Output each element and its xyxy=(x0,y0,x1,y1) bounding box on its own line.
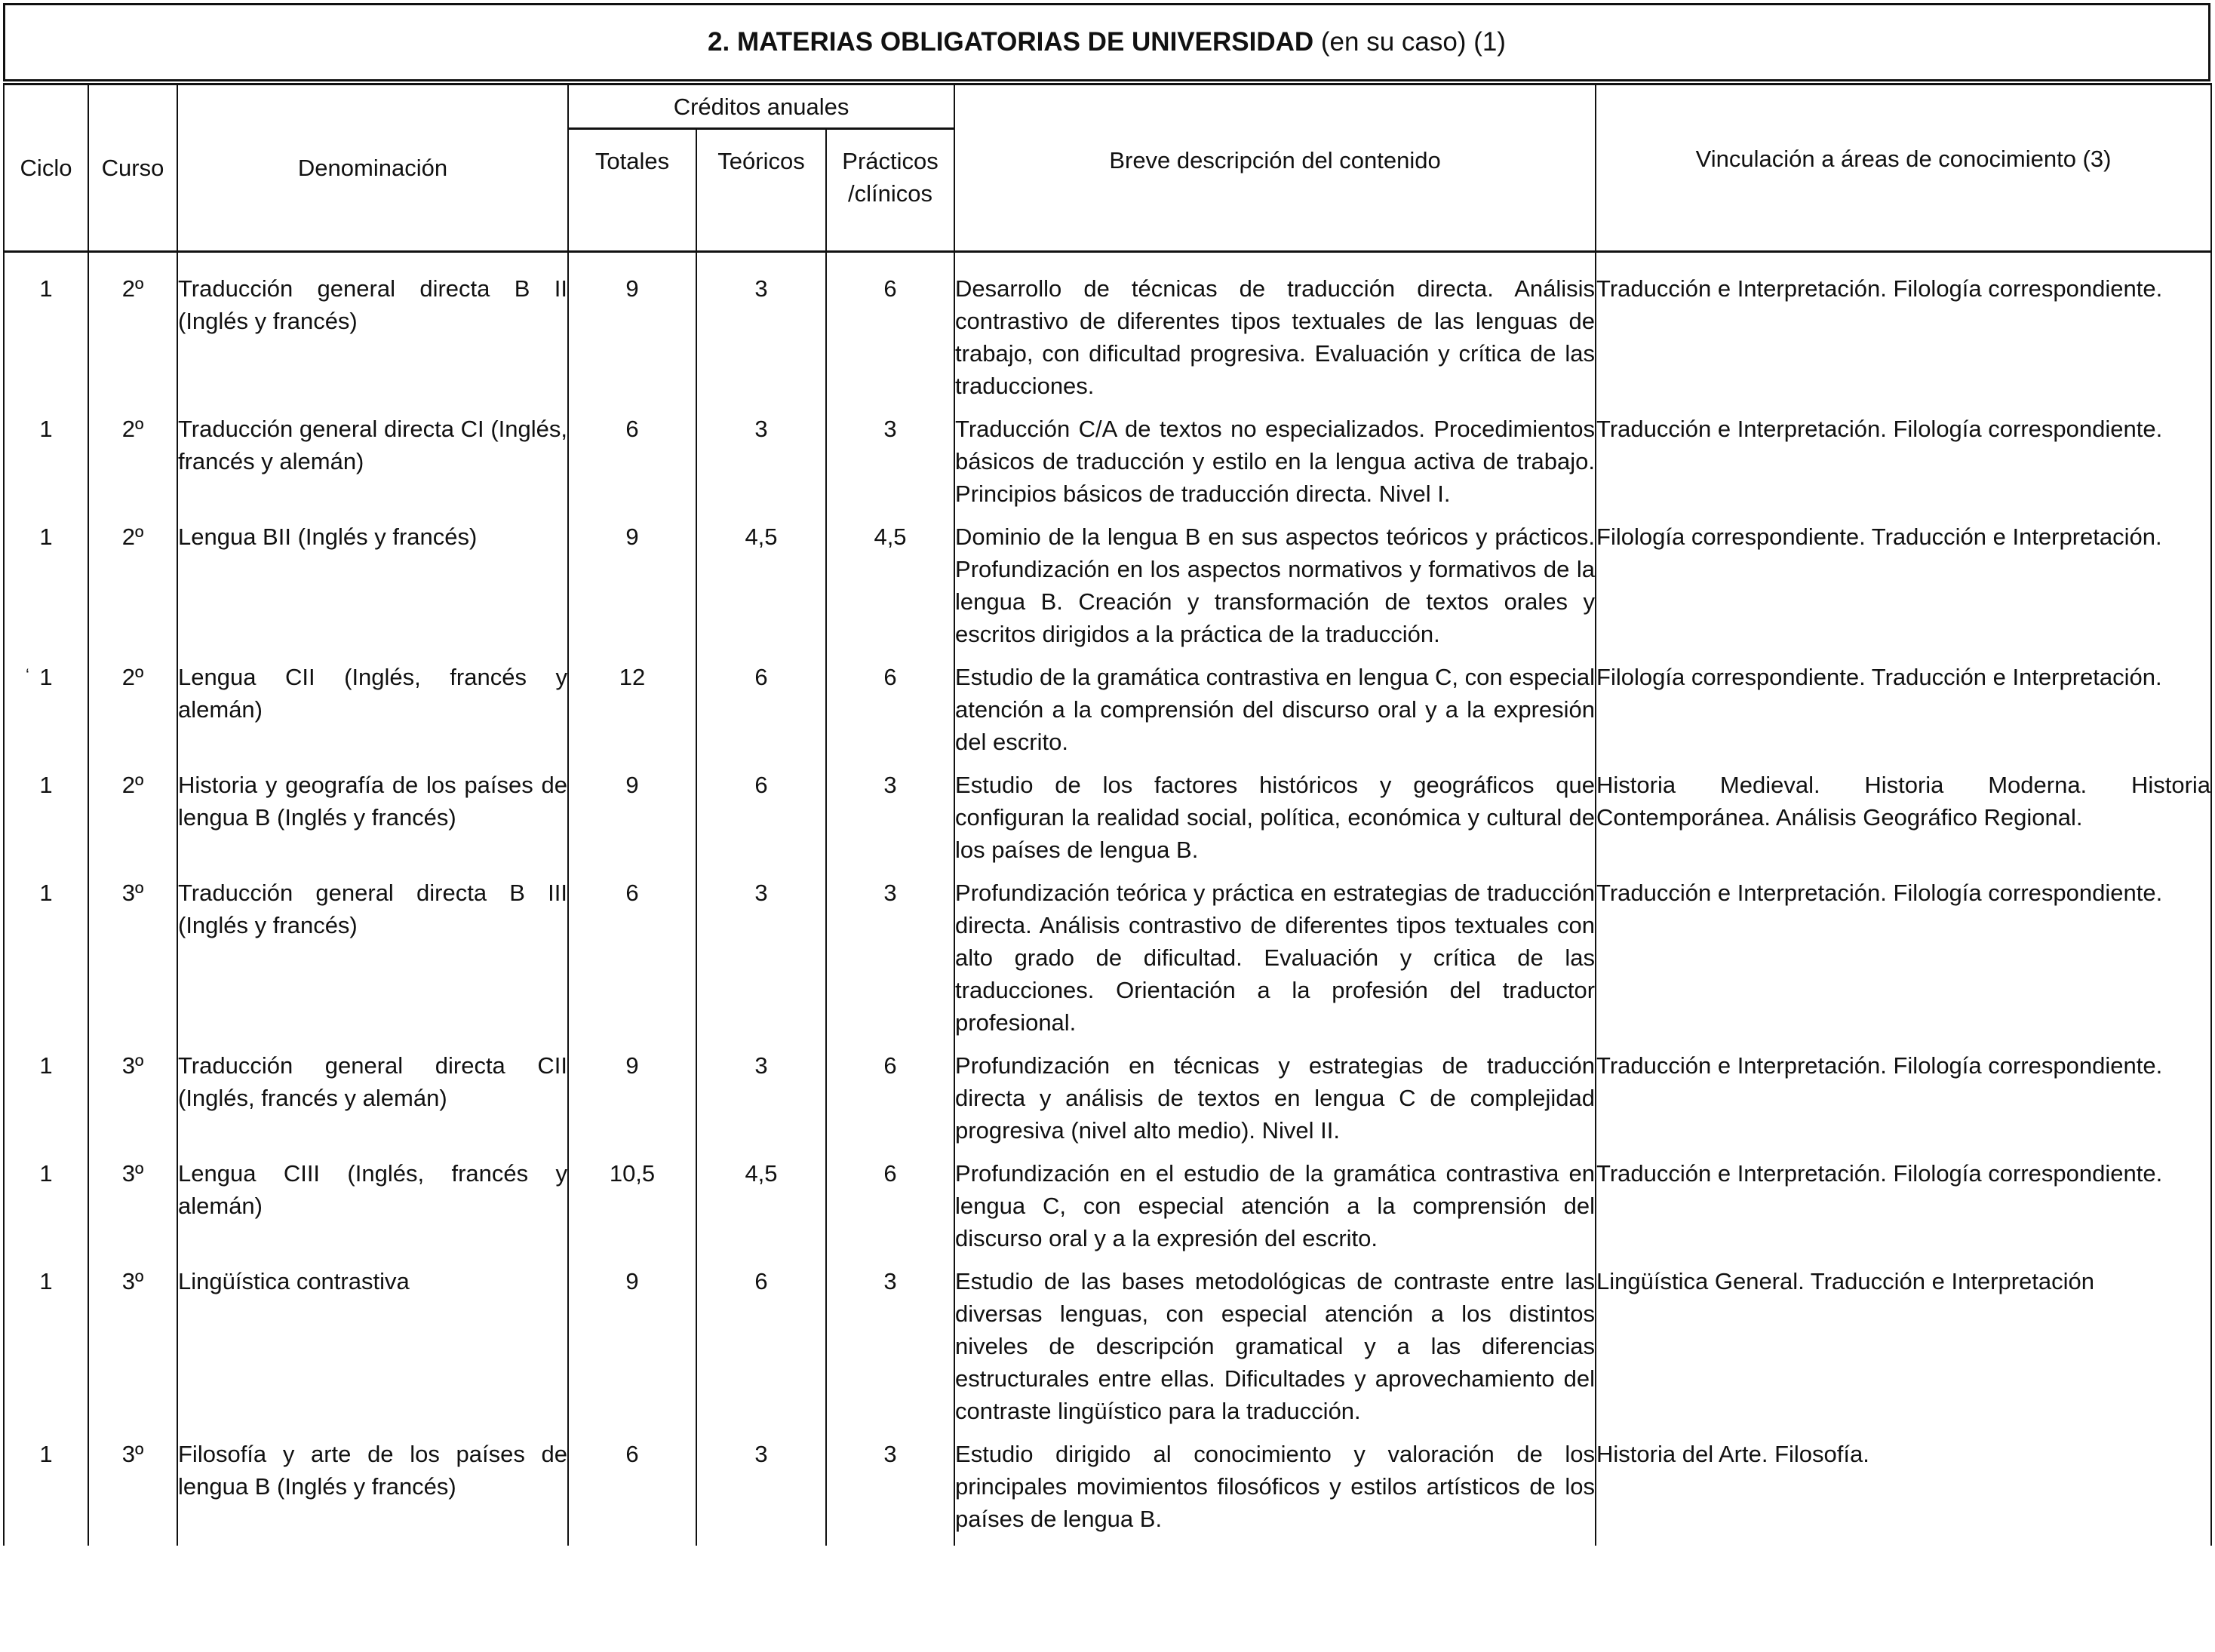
cell-denominacion: Traducción general directa CII (Inglés, francés y alemán) xyxy=(177,1049,568,1157)
cell-denominacion: Lengua CIII (Inglés, francés y alemán) xyxy=(177,1157,568,1265)
header-practicos-line1: Prácticos xyxy=(842,148,939,174)
cell-denominacion: Historia y geografía de los países de lengua B (Inglés y francés) xyxy=(177,769,568,877)
cell-teoricos: 3 xyxy=(696,877,826,1049)
cell-practicos: 6 xyxy=(826,252,954,413)
cell-totales: 9 xyxy=(568,769,696,877)
cell-denominacion: Filosofía y arte de los países de lengua B (Inglés y francés) xyxy=(177,1438,568,1546)
cell-ciclo: 1 xyxy=(4,877,88,1049)
header-practicos-line2: /clínicos xyxy=(848,180,932,207)
cell-teoricos: 6 xyxy=(696,1265,826,1438)
cell-curso: 3º xyxy=(88,1265,177,1438)
table-header xyxy=(4,84,2211,252)
header-totales: Totales xyxy=(568,129,696,252)
cell-totales: 6 xyxy=(568,413,696,520)
cell-descripcion: Profundización en el estudio de la gramática contrastiva en lengua C, con especial atención a la comprensión del discurso oral y a la expresión del escrito. xyxy=(954,1157,1596,1265)
cell-vinculacion: Traducción e Interpretación. Filología correspondiente. xyxy=(1596,1049,2211,1157)
cell-vinculacion: Filología correspondiente. Traducción e Interpretación. xyxy=(1596,520,2211,661)
section-title-bold: 2. MATERIAS OBLIGATORIAS DE UNIVERSIDAD xyxy=(708,27,1314,57)
cell-ciclo: 1 xyxy=(4,1049,88,1157)
cell-teoricos: 4,5 xyxy=(696,520,826,661)
cell-curso: 3º xyxy=(88,1157,177,1265)
cell-ciclo: 1 xyxy=(4,520,88,661)
table-row xyxy=(4,877,2211,1049)
cell-vinculacion: Historia Medieval. Historia Moderna. Historia Contemporánea. Análisis Geográfico Regional. xyxy=(1596,769,2211,877)
cell-descripcion: Estudio de las bases metodológicas de contraste entre las diversas lenguas, con especial atención a los distintos niveles de descripción gramatical y a las diferencias estructurales entre ellas. Dificultades y aprovechamiento del contraste lingüístico para la traducción. xyxy=(954,1265,1596,1438)
cell-totales: 12 xyxy=(568,661,696,769)
cell-curso: 2º xyxy=(88,413,177,520)
cell-denominacion: Traducción general directa B III (Inglés y francés) xyxy=(177,877,568,1049)
cell-totales: 9 xyxy=(568,1265,696,1438)
cell-descripcion: Estudio de la gramática contrastiva en lengua C, con especial atención a la comprensión del discurso oral y a la expresión del escrito. xyxy=(954,661,1596,769)
cell-practicos: 3 xyxy=(826,769,954,877)
cell-practicos: 6 xyxy=(826,1049,954,1157)
cell-curso: 2º xyxy=(88,661,177,769)
cell-descripcion: Dominio de la lengua B en sus aspectos teóricos y prácticos. Profundización en los aspectos normativos y formativos de la lengua B. Creación y transformación de textos orales y escritos dirigidos a la práctica de la traducción. xyxy=(954,520,1596,661)
cell-practicos: 6 xyxy=(826,661,954,769)
cell-denominacion: Traducción general directa B II (Inglés y francés) xyxy=(177,252,568,413)
cell-totales: 6 xyxy=(568,1438,696,1546)
cell-vinculacion: Historia del Arte. Filosofía. xyxy=(1596,1438,2211,1546)
table-row xyxy=(4,252,2211,413)
cell-teoricos: 6 xyxy=(696,769,826,877)
cell-totales: 9 xyxy=(568,520,696,661)
section-title xyxy=(3,3,2210,81)
cell-totales: 9 xyxy=(568,252,696,413)
cell-denominacion: Traducción general directa CI (Inglés, francés y alemán) xyxy=(177,413,568,520)
cell-vinculacion: Traducción e Interpretación. Filología correspondiente. xyxy=(1596,877,2211,1049)
subjects-table xyxy=(3,83,2212,1546)
cell-descripcion: Desarrollo de técnicas de traducción directa. Análisis contrastivo de diferentes tipos textuales de las lenguas de trabajo, con dificultad progresiva. Evaluación y crítica de las traducciones. xyxy=(954,252,1596,413)
cell-vinculacion: Traducción e Interpretación. Filología correspondiente. xyxy=(1596,252,2211,413)
cell-curso: 3º xyxy=(88,1438,177,1546)
cell-practicos: 3 xyxy=(826,1438,954,1546)
cell-ciclo: 1 xyxy=(4,661,88,769)
cell-curso: 2º xyxy=(88,769,177,877)
cell-ciclo: 1 xyxy=(4,252,88,413)
header-descripcion: Breve descripción del contenido xyxy=(954,84,1596,252)
cell-practicos: 4,5 xyxy=(826,520,954,661)
table-row xyxy=(4,413,2211,520)
cell-descripcion: Estudio de los factores históricos y geográficos que configuran la realidad social, política, económica y cultural de los países de lengua B. xyxy=(954,769,1596,877)
cell-teoricos: 6 xyxy=(696,661,826,769)
table-row xyxy=(4,661,2211,769)
cell-ciclo: 1 xyxy=(4,769,88,877)
cell-descripcion: Traducción C/A de textos no especializados. Procedimientos básicos de traducción y estilo en la lengua activa de trabajo. Principios básicos de traducción directa. Nivel I. xyxy=(954,413,1596,520)
cell-practicos: 6 xyxy=(826,1157,954,1265)
cell-practicos: 3 xyxy=(826,1265,954,1438)
cell-descripcion: Profundización en técnicas y estrategias de traducción directa y análisis de textos en lengua C de complejidad progresiva (nivel alto medio). Nivel II. xyxy=(954,1049,1596,1157)
table-body xyxy=(4,252,2211,1546)
cell-ciclo: 1 xyxy=(4,413,88,520)
cell-denominacion: Lengua BII (Inglés y francés) xyxy=(177,520,568,661)
cell-teoricos: 3 xyxy=(696,252,826,413)
cell-descripcion: Estudio dirigido al conocimiento y valoración de los principales movimientos filosóficos y estilos artísticos de los países de lengua B. xyxy=(954,1438,1596,1546)
cell-practicos: 3 xyxy=(826,413,954,520)
cell-vinculacion: Filología correspondiente. Traducción e Interpretación. xyxy=(1596,661,2211,769)
table-row xyxy=(4,1049,2211,1157)
table-row xyxy=(4,1157,2211,1265)
header-ciclo: Ciclo xyxy=(4,84,88,252)
cell-curso: 2º xyxy=(88,520,177,661)
cell-vinculacion: Traducción e Interpretación. Filología correspondiente. xyxy=(1596,1157,2211,1265)
table-row xyxy=(4,769,2211,877)
cell-ciclo: 1 xyxy=(4,1265,88,1438)
header-curso: Curso xyxy=(88,84,177,252)
scan-mark: ‘ xyxy=(26,665,29,684)
header-creditos-anuales: Créditos anuales xyxy=(568,84,954,129)
cell-totales: 6 xyxy=(568,877,696,1049)
cell-totales: 9 xyxy=(568,1049,696,1157)
table-row xyxy=(4,1265,2211,1438)
header-denominacion: Denominación xyxy=(177,84,568,252)
cell-teoricos: 3 xyxy=(696,413,826,520)
header-vinculacion: Vinculación a áreas de conocimiento (3) xyxy=(1596,84,2211,252)
cell-curso: 2º xyxy=(88,252,177,413)
cell-practicos: 3 xyxy=(826,877,954,1049)
cell-ciclo: 1 xyxy=(4,1438,88,1546)
cell-teoricos: 3 xyxy=(696,1438,826,1546)
cell-ciclo: 1 xyxy=(4,1157,88,1265)
cell-vinculacion: Traducción e Interpretación. Filología correspondiente. xyxy=(1596,413,2211,520)
cell-vinculacion: Lingüística General. Traducción e Interpretación xyxy=(1596,1265,2211,1438)
cell-curso: 3º xyxy=(88,877,177,1049)
header-practicos xyxy=(826,129,954,252)
cell-teoricos: 3 xyxy=(696,1049,826,1157)
header-teoricos: Teóricos xyxy=(696,129,826,252)
cell-curso: 3º xyxy=(88,1049,177,1157)
cell-denominacion: Lengua CII (Inglés, francés y alemán) xyxy=(177,661,568,769)
cell-totales: 10,5 xyxy=(568,1157,696,1265)
cell-teoricos: 4,5 xyxy=(696,1157,826,1265)
cell-denominacion: Lingüística contrastiva xyxy=(177,1265,568,1438)
section-title-normal: (en su caso) (1) xyxy=(1313,27,1506,57)
cell-descripcion: Profundización teórica y práctica en estrategias de traducción directa. Análisis contrastivo de diferentes tipos textuales con alto grado de dificultad. Evaluación y crítica de las traducciones. Orientación a la profesión del traductor profesional. xyxy=(954,877,1596,1049)
table-row xyxy=(4,1438,2211,1546)
table-row xyxy=(4,520,2211,661)
